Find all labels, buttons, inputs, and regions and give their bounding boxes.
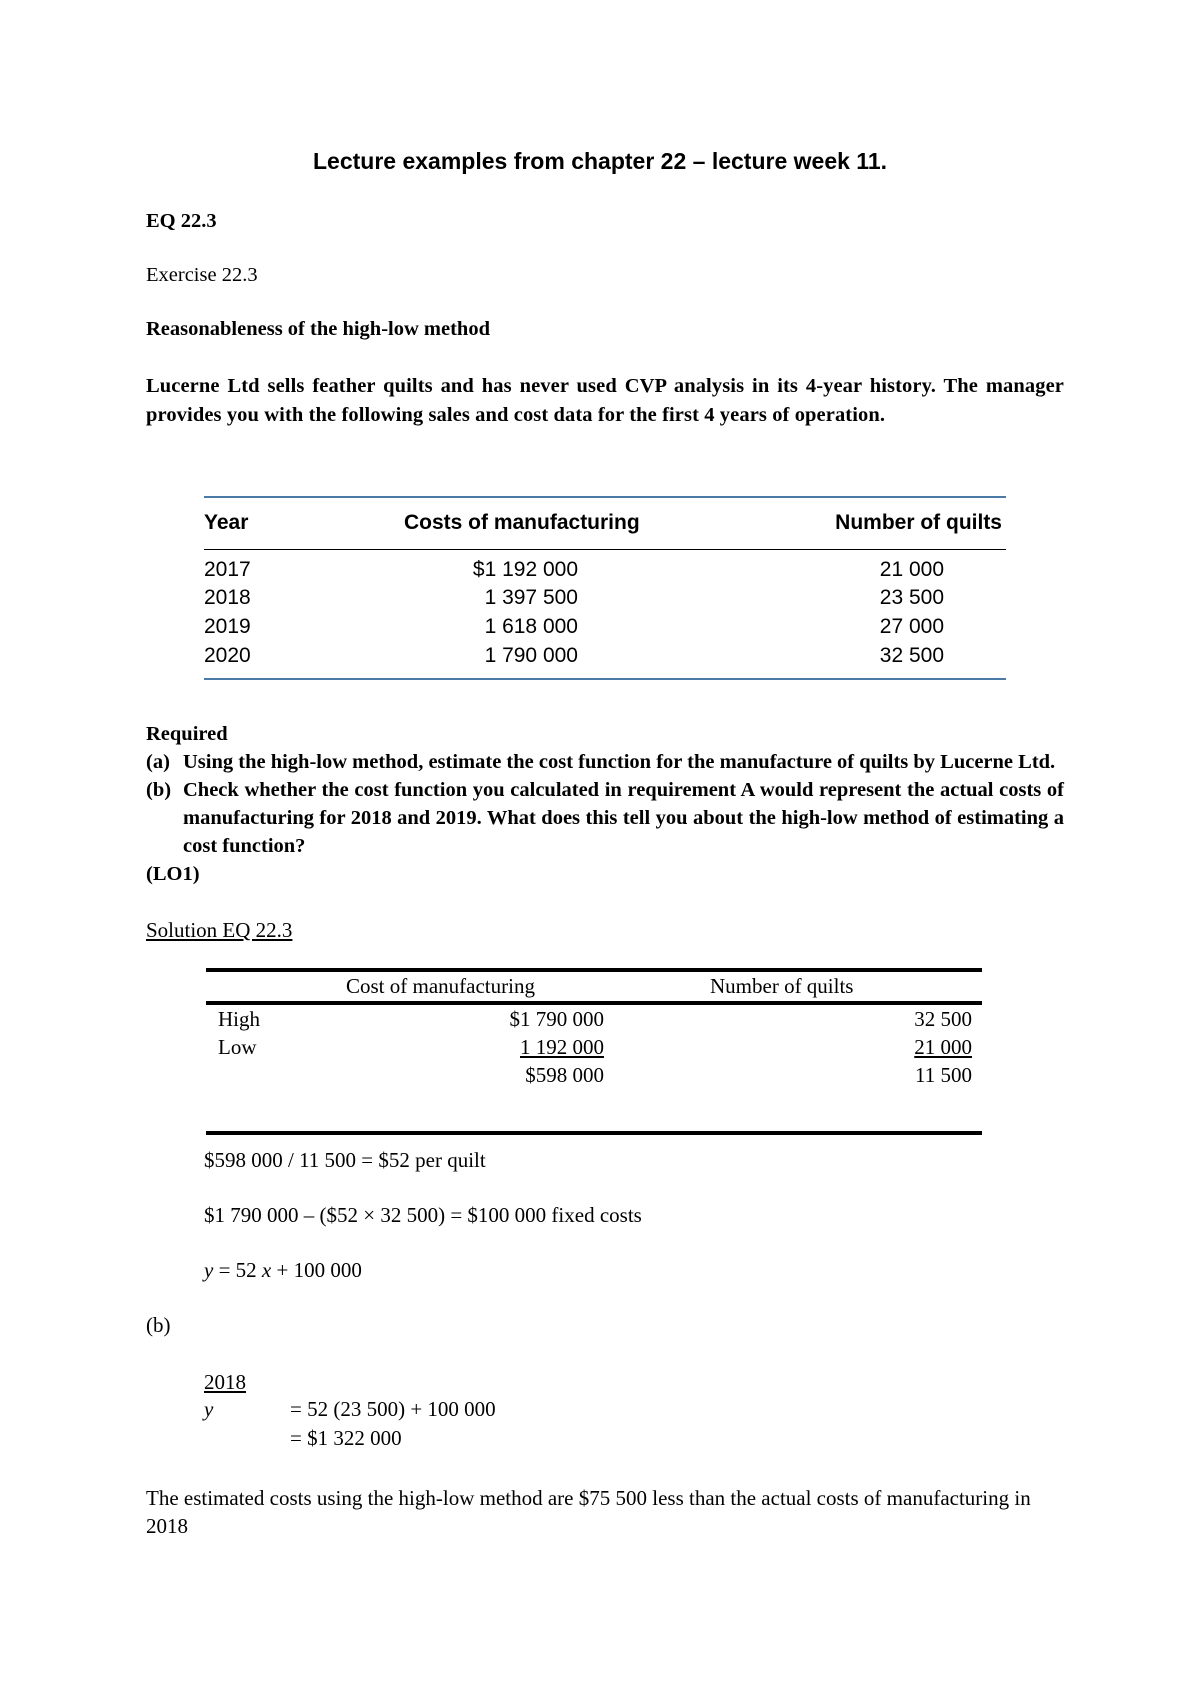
intro-paragraph: Lucerne Ltd sells feather quilts and has never used CVP analysis in its 4-year history. The manager provides you with the following sales and cost data for the first 4 years of operation. xyxy=(146,375,1064,426)
cost-cell: $1 192 000 xyxy=(472,558,578,581)
per-unit-calc: $598 000 / 11 500 = $52 per quilt xyxy=(204,1148,486,1172)
solution-bottom-rule xyxy=(206,1131,982,1135)
cost-cell: 1 397 500 xyxy=(484,586,578,609)
part-b-line1: = 52 (23 500) + 100 000 xyxy=(290,1397,496,1421)
item-label: (a) xyxy=(146,751,170,773)
quilts-cell: 27 000 xyxy=(879,615,944,638)
required-section xyxy=(146,720,1064,888)
quilts-cell: 23 500 xyxy=(879,586,944,609)
header-cost: Cost of manufacturing xyxy=(346,974,535,998)
year-cell: 2017 xyxy=(204,558,251,581)
func-y: y xyxy=(204,1258,214,1282)
quilts-cell: 32 500 xyxy=(879,644,944,667)
page-title: Lecture examples from chapter 22 – lecture week 11. xyxy=(312,148,887,174)
quilts-cell: 11 500 xyxy=(915,1063,972,1087)
part-b-line2: = $1 322 000 xyxy=(290,1426,402,1450)
row-label: Low xyxy=(218,1035,257,1059)
table-row xyxy=(204,644,1006,673)
item-text: Check whether the cost function you calculated in requirement A would represent the actual costs of manufacturing for 2018 and 2019. What does this tell you about the high-low method of estimating a cost function? xyxy=(183,779,1064,857)
cost-cell: 1 618 000 xyxy=(484,615,578,638)
func-end: + 100 000 xyxy=(271,1258,362,1282)
solution-title: Solution EQ 22.3 xyxy=(146,918,293,942)
part-b-year: 2018 xyxy=(204,1370,246,1394)
exercise-label: Exercise 22.3 xyxy=(146,264,258,286)
func-mid: = 52 xyxy=(213,1258,262,1282)
table-row xyxy=(204,586,1006,615)
exercise-heading: Reasonableness of the high-low method xyxy=(146,318,490,340)
cost-cell: 1 192 000 xyxy=(520,1035,604,1059)
cost-cell: $1 790 000 xyxy=(509,1007,604,1031)
table-header-row xyxy=(204,498,1006,549)
item-text: Using the high-low method, estimate the cost function for the manufacture of quilts by Lucerne Ltd. xyxy=(183,751,1056,773)
solution-table xyxy=(206,968,982,1135)
cost-cell: $598 000 xyxy=(525,1063,604,1087)
conclusion: The estimated costs using the high-low method are $75 500 less than the actual costs of manufacturing in 2018 xyxy=(146,1486,1031,1538)
table-row xyxy=(204,558,1006,587)
year-cell: 2020 xyxy=(204,644,251,667)
cost-cell: 1 790 000 xyxy=(484,644,578,667)
quilts-cell: 21 000 xyxy=(879,558,944,581)
header-quilts: Number of quilts xyxy=(835,511,1002,534)
table-row xyxy=(204,615,1006,644)
cost-function xyxy=(204,1258,362,1283)
part-b-label: (b) xyxy=(146,1313,171,1337)
part-b-y xyxy=(204,1397,213,1422)
quilts-cell: 32 500 xyxy=(914,1007,972,1031)
solution-row-low xyxy=(206,1033,982,1061)
learning-objective: (LO1) xyxy=(146,863,200,885)
year-cell: 2018 xyxy=(204,586,251,609)
quilts-cell: 21 000 xyxy=(914,1035,972,1059)
solution-row-difference xyxy=(206,1061,982,1089)
required-item-b xyxy=(146,776,1064,860)
data-table xyxy=(204,496,1006,680)
required-item-a xyxy=(146,748,1064,776)
eq-label: EQ 22.3 xyxy=(146,210,217,232)
header-year: Year xyxy=(204,511,249,534)
func-x: x xyxy=(261,1258,272,1282)
required-heading: Required xyxy=(146,723,228,745)
item-label: (b) xyxy=(146,779,172,801)
part-b-y-var: y xyxy=(204,1397,214,1421)
table-body xyxy=(204,550,1006,678)
row-label: High xyxy=(218,1007,260,1031)
header-quilts: Number of quilts xyxy=(710,974,854,998)
table-bottom-rule xyxy=(204,678,1006,680)
header-costs: Costs of manufacturing xyxy=(404,511,640,534)
solution-header-row xyxy=(206,972,982,1001)
solution-row-high xyxy=(206,1005,982,1033)
fixed-cost-calc: $1 790 000 – ($52 × 32 500) = $100 000 fixed costs xyxy=(204,1203,642,1227)
year-cell: 2019 xyxy=(204,615,251,638)
